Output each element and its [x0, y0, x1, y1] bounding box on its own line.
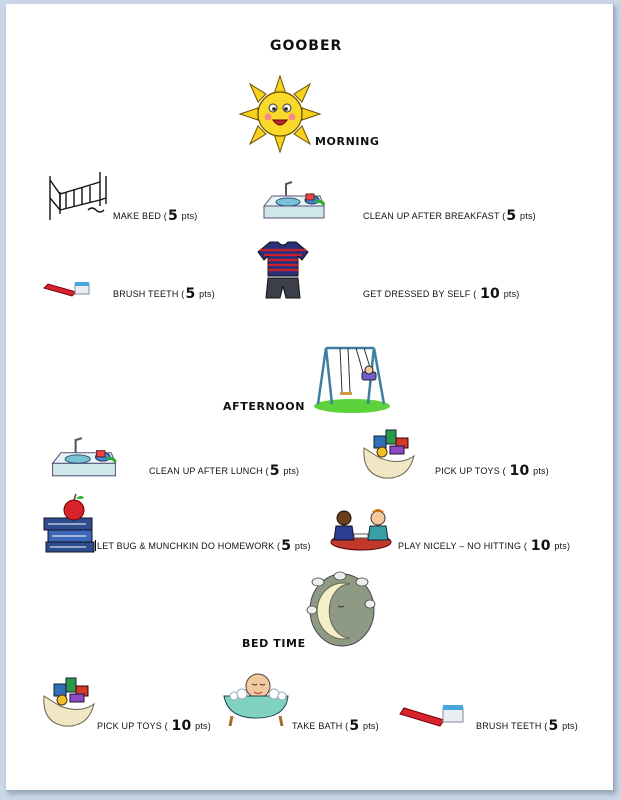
task-points: 5: [281, 538, 292, 554]
task-make-bed: [113, 208, 197, 224]
task-points: 10: [530, 538, 551, 554]
task-label: CLEAN UP AFTER BREAKFAST (: [363, 211, 506, 221]
task-brush-teeth-bedtime: [476, 718, 578, 734]
task-label: MAKE BED (: [113, 211, 168, 221]
task-unit: pts): [517, 211, 536, 221]
task-label: BRUSH TEETH (: [113, 289, 185, 299]
page-title: GOOBER: [270, 38, 343, 54]
task-points: 5: [168, 208, 178, 224]
section-heading-morning: MORNING: [315, 135, 380, 148]
task-points: 5: [548, 718, 559, 734]
toy-bag-icon: [40, 674, 98, 728]
task-unit: pts): [559, 721, 578, 731]
shirt-icon: [256, 240, 310, 302]
task-take-bath: [292, 718, 379, 734]
task-label: BRUSH TEETH (: [476, 721, 548, 731]
task-points: 5: [506, 208, 517, 224]
task-points: 10: [509, 463, 530, 479]
bathtub-icon: [220, 668, 292, 730]
task-brush-teeth-morning: [113, 286, 215, 302]
toothbrush-icon: [42, 276, 92, 300]
toothbrush-icon: [398, 700, 468, 730]
task-points: 5: [349, 718, 360, 734]
task-homework: [95, 538, 311, 554]
task-points: 5: [185, 286, 196, 302]
task-clean-lunch: [149, 463, 299, 479]
task-unit: pts): [360, 721, 379, 731]
document-page: [6, 4, 614, 791]
task-label: PICK UP TOYS (: [97, 721, 171, 731]
task-unit: pts): [280, 466, 300, 476]
task-get-dressed: [363, 286, 520, 302]
sink-icon: [262, 180, 326, 222]
section-heading-afternoon: AFTERNOON: [223, 400, 306, 413]
task-label: CLEAN UP AFTER LUNCH (: [149, 466, 269, 476]
task-label: PICK UP TOYS (: [435, 466, 509, 476]
kids-playing-icon: [328, 506, 394, 554]
task-unit: pts): [178, 211, 198, 221]
books-apple-icon: [42, 494, 98, 556]
swing-set-icon: [312, 342, 390, 414]
task-points: 5: [269, 463, 280, 479]
task-unit: pts): [192, 721, 211, 731]
moon-icon: [306, 570, 378, 650]
bed-icon: [46, 170, 108, 222]
toy-bag-icon: [360, 426, 418, 480]
task-play-nicely: [398, 538, 570, 554]
task-clean-breakfast: [363, 208, 536, 224]
sink-icon: [48, 436, 120, 480]
task-pick-up-toys-afternoon: [435, 463, 549, 479]
task-label: PLAY NICELY – NO HITTING (: [398, 541, 530, 551]
task-unit: pts): [530, 466, 549, 476]
task-unit: pts): [196, 289, 215, 299]
task-pick-up-toys-bedtime: [97, 718, 211, 734]
task-points: 10: [480, 286, 500, 302]
section-heading-bedtime: BED TIME: [242, 637, 306, 650]
task-label: TAKE BATH (: [292, 721, 349, 731]
text-cursor: [95, 540, 96, 551]
task-unit: pts): [292, 541, 311, 551]
task-points: 10: [171, 718, 192, 734]
task-label: GET DRESSED BY SELF (: [363, 289, 480, 299]
sun-icon: [240, 76, 320, 152]
task-unit: pts): [501, 289, 520, 299]
task-label: LET BUG & MUNCHKIN DO HOMEWORK (: [97, 541, 281, 551]
task-unit: pts): [551, 541, 571, 551]
